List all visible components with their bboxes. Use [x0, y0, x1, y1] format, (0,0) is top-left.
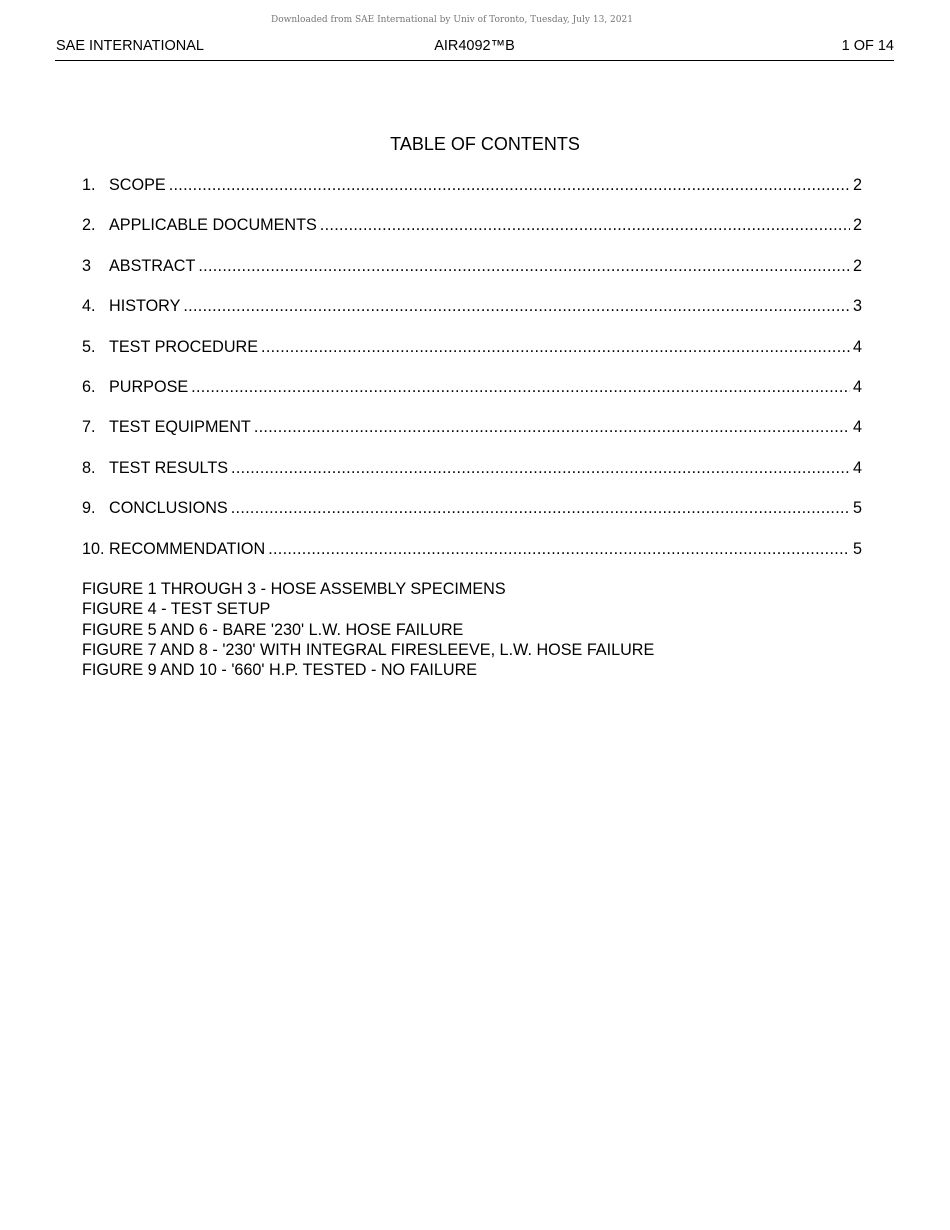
figure-entry[interactable]: FIGURE 1 THROUGH 3 - HOSE ASSEMBLY SPECIMENS	[82, 580, 506, 598]
toc-entry-label: TEST PROCEDURE	[109, 337, 259, 356]
toc-entry-label: TEST EQUIPMENT	[109, 418, 251, 437]
toc-dot-leader	[191, 378, 850, 397]
toc-entry-label: RECOMMENDATION	[109, 539, 266, 558]
toc-entry-test-equipment[interactable]	[82, 418, 862, 458]
toc-entry-number: 8.	[82, 458, 96, 477]
toc-entry-page: 3	[852, 297, 862, 316]
toc-entry-page: 2	[852, 216, 862, 235]
toc-list	[82, 176, 862, 580]
toc-entry-number: 10.	[82, 539, 105, 558]
toc-entry-page: 4	[852, 458, 862, 477]
toc-entry-label: CONCLUSIONS	[109, 499, 228, 518]
toc-entry-label: HISTORY	[109, 297, 181, 316]
toc-entry-label: APPLICABLE DOCUMENTS	[109, 216, 317, 235]
toc-title: TABLE OF CONTENTS	[390, 134, 580, 154]
toc-entry-number: 7.	[82, 418, 96, 437]
toc-entry-number: 9.	[82, 499, 96, 518]
toc-entry-page: 2	[852, 256, 862, 275]
header-page-indicator: 1 OF 14	[841, 38, 894, 54]
toc-entry-recommendation[interactable]	[82, 540, 862, 580]
toc-dot-leader	[261, 338, 850, 357]
toc-entry-page: 4	[852, 418, 862, 437]
figure-entry[interactable]: FIGURE 9 AND 10 - '660' H.P. TESTED - NO FAILURE	[82, 661, 478, 680]
toc-entry-page: 5	[852, 539, 862, 558]
toc-dot-leader	[320, 216, 850, 235]
toc-entry-applicable-documents[interactable]	[82, 216, 862, 256]
toc-entry-test-results[interactable]	[82, 459, 862, 499]
toc-entry-test-procedure[interactable]	[82, 338, 862, 378]
toc-dot-leader	[268, 540, 850, 559]
download-note: Downloaded from SAE International by Univ of Toronto, Tuesday, July 13, 2021	[271, 15, 633, 25]
toc-entry-number: 4.	[82, 297, 96, 316]
toc-entry-conclusions[interactable]	[82, 499, 862, 539]
toc-entry-page: 5	[852, 499, 862, 518]
figure-entry[interactable]: FIGURE 4 - TEST SETUP	[82, 600, 271, 619]
toc-entry-abstract[interactable]	[82, 257, 862, 297]
toc-dot-leader	[183, 297, 850, 316]
toc-entry-scope[interactable]	[82, 176, 862, 216]
figure-list	[82, 579, 862, 680]
toc-entry-label: ABSTRACT	[109, 256, 196, 275]
toc-entry-label: PURPOSE	[109, 377, 189, 396]
toc-dot-leader	[254, 418, 850, 437]
toc-dot-leader	[231, 459, 850, 478]
toc-entry-page: 4	[852, 337, 862, 356]
toc-entry-number: 3	[82, 256, 92, 275]
toc-entry-purpose[interactable]	[82, 378, 862, 418]
page-header	[55, 38, 894, 61]
figure-entry[interactable]: FIGURE 7 AND 8 - '230' WITH INTEGRAL FIRESLEEVE, L.W. HOSE FAILURE	[82, 640, 655, 659]
toc-entry-label: SCOPE	[109, 176, 166, 194]
toc-entry-page: 4	[852, 377, 862, 396]
header-organization: SAE INTERNATIONAL	[56, 38, 204, 54]
header-document-id: AIR4092™B	[434, 38, 515, 54]
toc-entry-label: TEST RESULTS	[109, 458, 229, 477]
toc-entry-number: 5.	[82, 337, 96, 356]
toc-entry-page: 2	[852, 176, 862, 194]
toc-entry-history[interactable]	[82, 297, 862, 337]
toc-entry-number: 6.	[82, 377, 96, 396]
toc-entry-number: 2.	[82, 216, 96, 235]
toc-entry-number: 1.	[82, 176, 96, 194]
toc-dot-leader	[198, 257, 850, 276]
toc-dot-leader	[169, 176, 850, 195]
toc-dot-leader	[231, 499, 850, 518]
figure-entry[interactable]: FIGURE 5 AND 6 - BARE '230' L.W. HOSE FAILURE	[82, 620, 464, 639]
